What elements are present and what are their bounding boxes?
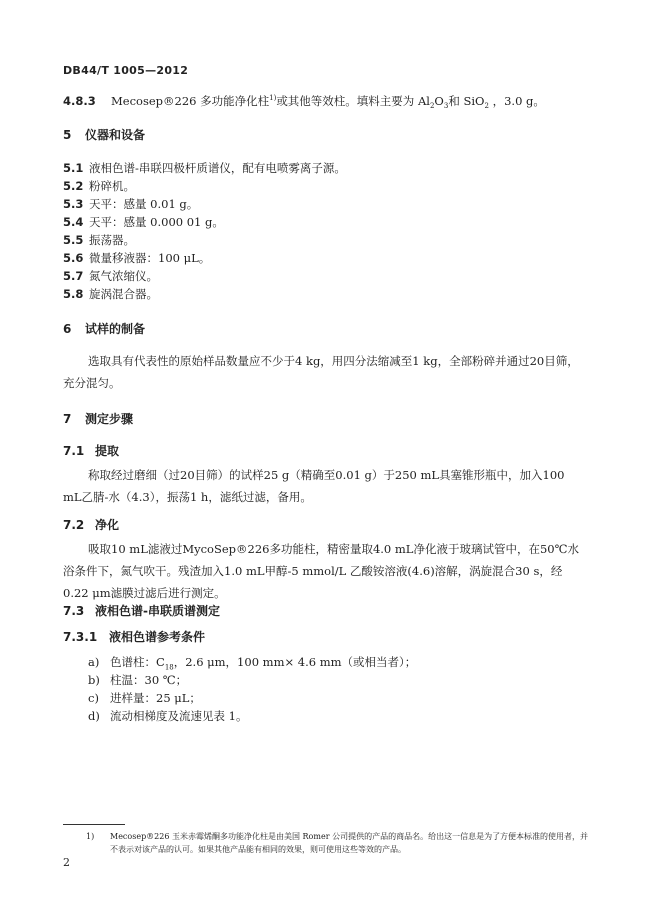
- clause-number: 4.8.3: [63, 93, 96, 108]
- list-label: c): [88, 691, 99, 705]
- section-7-1-heading: [63, 442, 119, 459]
- item-number: 5.8: [63, 287, 84, 301]
- section-title: 提取: [95, 444, 120, 458]
- page-number: 2: [63, 856, 70, 869]
- section-number: 7.1: [63, 444, 85, 458]
- section-7-3-1-heading: [63, 628, 205, 645]
- item-5-8: [63, 286, 158, 303]
- footnote-text: Mecosep®226 玉米赤霉烯酮多功能净化柱是由美国 Romer 公司提供的产品的商品名。给出这一信息是为了方便本标准的使用者，并不表示对该产品的认可。如果其他产品能有相同的效果，则可使用这些等效的产品。: [110, 832, 589, 854]
- item-5-4: [63, 214, 224, 231]
- document-header-id: DB44/T 1005—2012: [63, 64, 189, 77]
- item-5-7: [63, 268, 158, 285]
- clause-text: O: [434, 93, 444, 108]
- item-number: 5.5: [63, 233, 84, 247]
- item-number: 5.1: [63, 161, 84, 175]
- section-title: 试样的制备: [85, 322, 146, 336]
- list-label: d): [88, 709, 100, 723]
- section-7-heading: [63, 410, 133, 427]
- section-5-heading: [63, 126, 145, 143]
- section-title: 仪器和设备: [85, 128, 146, 142]
- list-text: 进样量：25 μL；: [110, 691, 201, 705]
- list-text: 柱温：30 ℃；: [110, 673, 188, 687]
- subscript: 2: [484, 102, 489, 111]
- section-7-1-paragraph: 称取经过磨细（过20目筛）的试样25 g（精确至0.01 g）于250 mL具塞锥形瓶中，加入100 mL乙腈-水（4.3），振荡1 h，滤纸过滤，备用。: [63, 468, 565, 504]
- clause-text: ，3.0 g。: [488, 93, 545, 108]
- subscript: 18: [164, 663, 174, 672]
- condition-c: [88, 690, 201, 707]
- footnote: [86, 830, 590, 856]
- item-number: 5.6: [63, 251, 84, 265]
- condition-d: [88, 708, 247, 725]
- list-text: 流动相梯度及流速见表 1。: [110, 709, 248, 723]
- item-5-6: [63, 250, 210, 267]
- section-number: 7: [63, 412, 72, 426]
- item-text: 旋涡混合器。: [89, 287, 158, 301]
- footnote-divider: [63, 824, 125, 825]
- clause-text: 或其他等效柱。填料主要为 Al: [276, 93, 430, 108]
- item-5-5: [63, 232, 135, 249]
- section-6-heading: [63, 320, 145, 337]
- item-text: 振荡器。: [89, 233, 135, 247]
- subscript: 3: [443, 102, 449, 111]
- footnote-ref: 1): [269, 94, 277, 102]
- section-title: 净化: [95, 518, 120, 532]
- list-text: 色谱柱：C: [110, 655, 165, 669]
- item-text: 氮气浓缩仪。: [89, 269, 158, 283]
- section-number: 7.3.1: [63, 630, 98, 644]
- section-6-paragraph: 选取具有代表性的原始样品数量应不少于4 kg，用四分法缩减至1 kg，全部粉碎并通过20目筛，充分混匀。: [63, 354, 579, 390]
- item-number: 5.2: [63, 179, 84, 193]
- list-label: a): [88, 655, 100, 669]
- item-text: 天平：感量 0.01 g。: [89, 197, 199, 211]
- section-number: 7.2: [63, 518, 85, 532]
- item-text: 液相色谱-串联四极杆质谱仪，配有电喷雾离子源。: [89, 161, 346, 175]
- section-number: 5: [63, 128, 72, 142]
- item-text: 微量移液器：100 μL。: [89, 251, 211, 265]
- condition-b: [88, 672, 187, 689]
- item-number: 5.3: [63, 197, 84, 211]
- section-number: 7.3: [63, 604, 85, 618]
- item-5-1: [63, 160, 346, 177]
- section-7-2-heading: [63, 516, 119, 533]
- item-number: 5.4: [63, 215, 84, 229]
- clause-4-8-3: [63, 90, 545, 115]
- clause-text: 和 SiO: [448, 93, 485, 108]
- section-title: 测定步骤: [85, 412, 134, 426]
- list-label: b): [88, 673, 100, 687]
- list-text: ，2.6 μm，100 mm× 4.6 mm（或相当者）；: [173, 655, 417, 669]
- item-5-3: [63, 196, 198, 213]
- item-text: 天平：感量 0.000 01 g。: [89, 215, 224, 229]
- section-number: 6: [63, 322, 72, 336]
- section-title: 液相色谱-串联质谱测定: [95, 604, 220, 618]
- clause-text: Mecosep®226 多功能净化柱: [111, 93, 270, 108]
- item-number: 5.7: [63, 269, 84, 283]
- item-text: 粉碎机。: [89, 179, 135, 193]
- section-7-2-paragraph: 吸取10 mL滤液过MycoSep®226多功能柱，精密量取4.0 mL净化液于玻璃试管中，在50℃水浴条件下，氮气吹干。残渣加入1.0 mL甲醇-5 mmol/L 乙酸铵溶液(4.6)溶解，涡旋混合30 s，经0.22 μm滤膜过滤后进行测定。: [63, 542, 579, 600]
- item-5-2: [63, 178, 135, 195]
- subscript: 2: [429, 102, 435, 111]
- section-title: 液相色谱参考条件: [109, 630, 206, 644]
- footnote-mark: 1): [86, 832, 95, 841]
- section-7-3-heading: [63, 602, 220, 619]
